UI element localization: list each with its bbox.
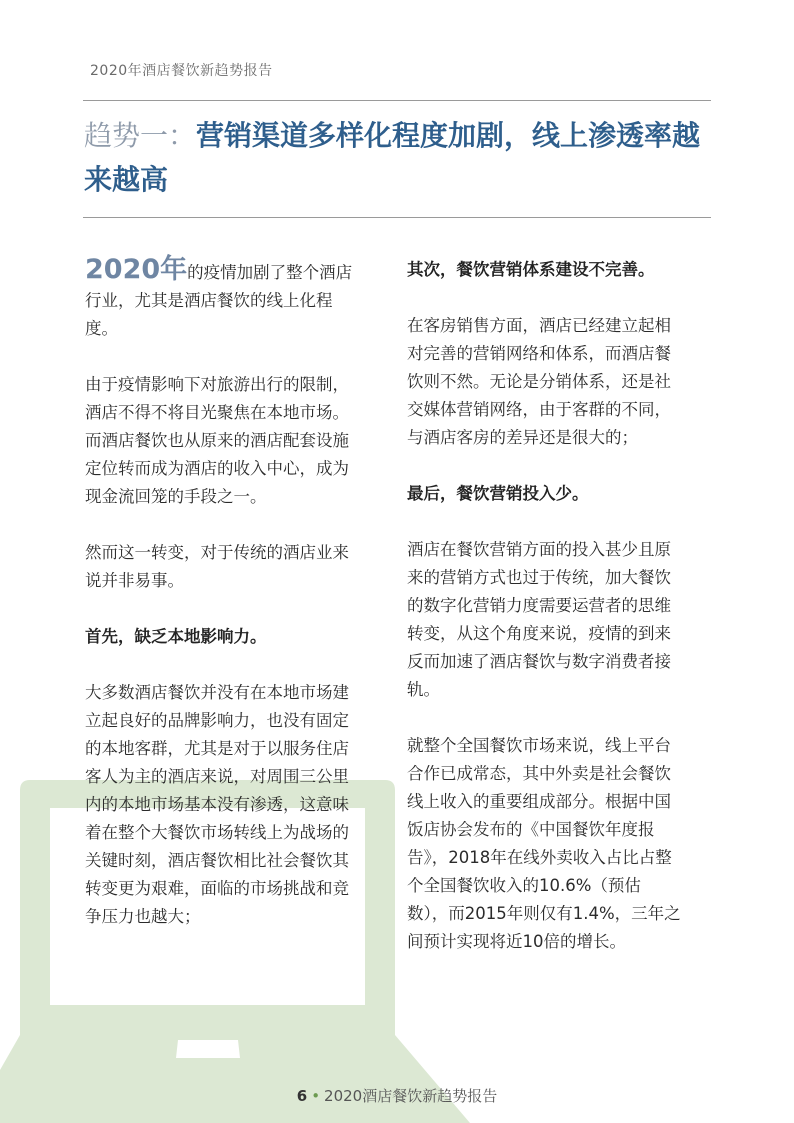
right-column xyxy=(407,256,682,984)
heading-prefix: 趋势一： xyxy=(84,119,197,152)
paragraph-1: 由于疫情影响下对旅游出行的限制，酒店不得不将目光聚焦在本地市场。而酒店餐饮也从原来的酒店配套设施定位转而成为酒店的收入中心，成为现金流回笼的手段之一。 xyxy=(85,375,349,506)
subhead-1: 首先，缺乏本地影响力。 xyxy=(85,627,267,646)
heading-title: 营销渠道多样化程度加剧，线上渗透率越来越高 xyxy=(84,119,701,196)
paragraph-5: 酒店在餐饮营销方面的投入甚少且原来的营销方式也过于传统，加大餐饮的数字化营销力度需要运营者的思维转变，从这个角度来说，疫情的到来反而加速了酒店餐饮与数字消费者接轨。 xyxy=(407,540,671,699)
subhead-2: 其次，餐饮营销体系建设不完善。 xyxy=(407,260,655,279)
running-header: 2020年酒店餐饮新趋势报告 xyxy=(90,63,273,79)
intro-text: 的疫情加剧了整个酒店行业，尤其是酒店餐饮的线上化程度。 xyxy=(85,263,353,338)
page-number: 6 xyxy=(296,1087,308,1105)
intro-paragraph xyxy=(85,256,360,343)
intro-year: 2020年 xyxy=(85,254,188,285)
footer-separator: • xyxy=(311,1087,321,1105)
footer-title: 2020酒店餐饮新趋势报告 xyxy=(324,1087,498,1105)
subhead-3: 最后，餐饮营销投入少。 xyxy=(407,484,589,503)
paragraph-4: 在客房销售方面，酒店已经建立起相对完善的营销网络和体系，而酒店餐饮则不然。无论是分销体系，还是社交媒体营销网络，由于客群的不同，与酒店客房的差异还是很大的； xyxy=(407,316,671,447)
paragraph-2: 然而这一转变，对于传统的酒店业来说并非易事。 xyxy=(85,543,349,590)
paragraph-3: 大多数酒店餐饮并没有在本地市场建立起良好的品牌影响力，也没有固定的本地客群，尤其是对于以服务住店客人为主的酒店来说，对周围三公里内的本地市场基本没有渗透，这意味着在整个大餐饮市场转线上为战场的关键时刻，酒店餐饮相比社会餐饮其转变更为艰难，面临的市场挑战和竞争压力也越大； xyxy=(85,683,349,926)
left-column xyxy=(85,256,360,959)
paragraph-6: 就整个全国餐饮市场来说，线上平台合作已成常态，其中外卖是社会餐饮线上收入的重要组成部分。根据中国饭店协会发布的《中国餐饮年度报告》，2018年在线外卖收入占比占整个全国餐饮收入的10.6%（预估数），而2015年则仅有1.4%，三年之间预计实现将近10倍的增长。 xyxy=(407,736,681,951)
page-footer xyxy=(0,1085,794,1106)
